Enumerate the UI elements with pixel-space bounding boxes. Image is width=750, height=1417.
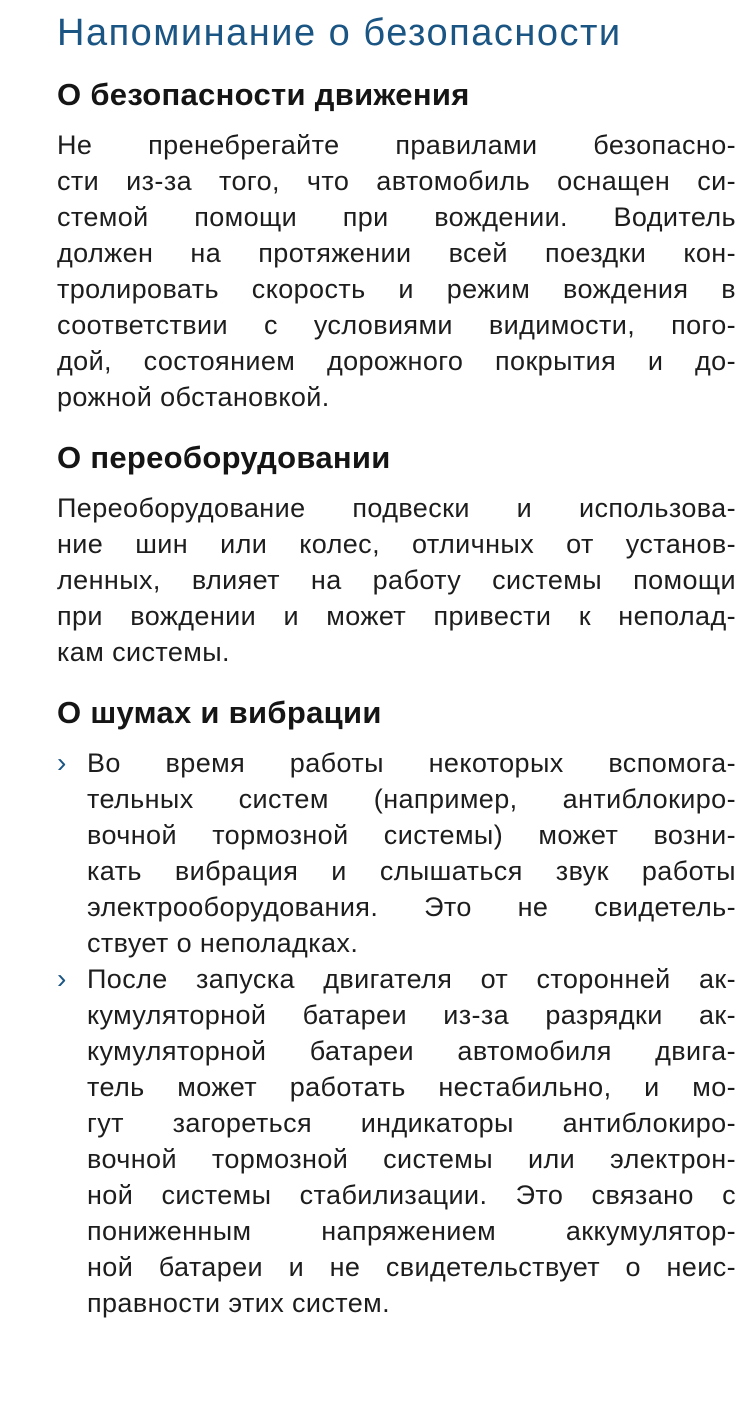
section-heading-driving-safety: О безопасности движения [57, 77, 470, 112]
paragraph-modification [57, 490, 736, 670]
noise-vibration-list [57, 745, 736, 1321]
text-line: ленных, влияет на работу системы помощи [57, 565, 736, 595]
text-line: ной батареи и не свидетельствует о неис- [87, 1252, 736, 1282]
text-line: стемой помощи при вождении. Водитель [57, 202, 736, 232]
text-line: пониженным напряжением аккумулятор- [87, 1216, 736, 1246]
text-line: должен на протяжении всей поездки кон- [57, 238, 736, 268]
section-noise-vibration [57, 694, 736, 1321]
section-modification [57, 439, 736, 670]
text-line: тельных систем (например, антиблокиро- [87, 784, 736, 814]
text-line: Переоборудование подвески и использова- [57, 493, 736, 523]
bullet-chevron-icon: › [57, 963, 67, 994]
text-line: гут загореться индикаторы антиблокиро- [87, 1108, 736, 1138]
text-line: кумуляторной батареи автомобиля двига- [87, 1036, 736, 1066]
text-line: кать вибрация и слышаться звук работы [87, 856, 736, 886]
text-line: сти из-за того, что автомобиль оснащен си- [57, 166, 736, 196]
page-title: Напоминание о безопасности [57, 12, 622, 54]
section-heading-noise-vibration: О шумах и вибрации [57, 695, 382, 730]
section-heading-modification: О переоборудовании [57, 440, 391, 475]
text-line: при вождении и может привести к неполад- [57, 601, 736, 631]
text-line: тролировать скорость и режим вождения в [57, 274, 736, 304]
text-line: Не пренебрегайте правилами безопасно- [57, 130, 736, 160]
bullet-chevron-icon: › [57, 747, 67, 778]
text-line: дой, состоянием дорожного покрытия и до- [57, 346, 736, 376]
paragraph-driving-safety [57, 127, 736, 415]
text-line: тель может работать нестабильно, и мо- [87, 1072, 736, 1102]
text-line: вочной тормозной системы или электрон- [87, 1144, 736, 1174]
text-line: Во время работы некоторых вспомога- [87, 748, 736, 778]
text-line: правности этих систем. [87, 1288, 391, 1318]
text-line: соответствии с условиями видимости, пого- [57, 310, 736, 340]
text-line: рожной обстановкой. [57, 382, 330, 412]
list-item [57, 961, 736, 1321]
text-line: электрооборудования. Это не свидетель- [87, 892, 736, 922]
section-driving-safety [57, 76, 736, 415]
text-line: После запуска двигателя от сторонней ак- [87, 964, 736, 994]
text-line: ствует о неполадках. [87, 928, 359, 958]
text-line: ной системы стабилизации. Это связано с [87, 1180, 736, 1210]
list-item-text [87, 745, 736, 961]
list-item-text [87, 961, 736, 1321]
text-line: кумуляторной батареи из-за разрядки ак- [87, 1000, 736, 1030]
text-line: кам системы. [57, 637, 230, 667]
list-item [57, 745, 736, 961]
text-line: вочной тормозной системы) может возни- [87, 820, 736, 850]
text-line: ние шин или колес, отличных от установ- [57, 529, 736, 559]
